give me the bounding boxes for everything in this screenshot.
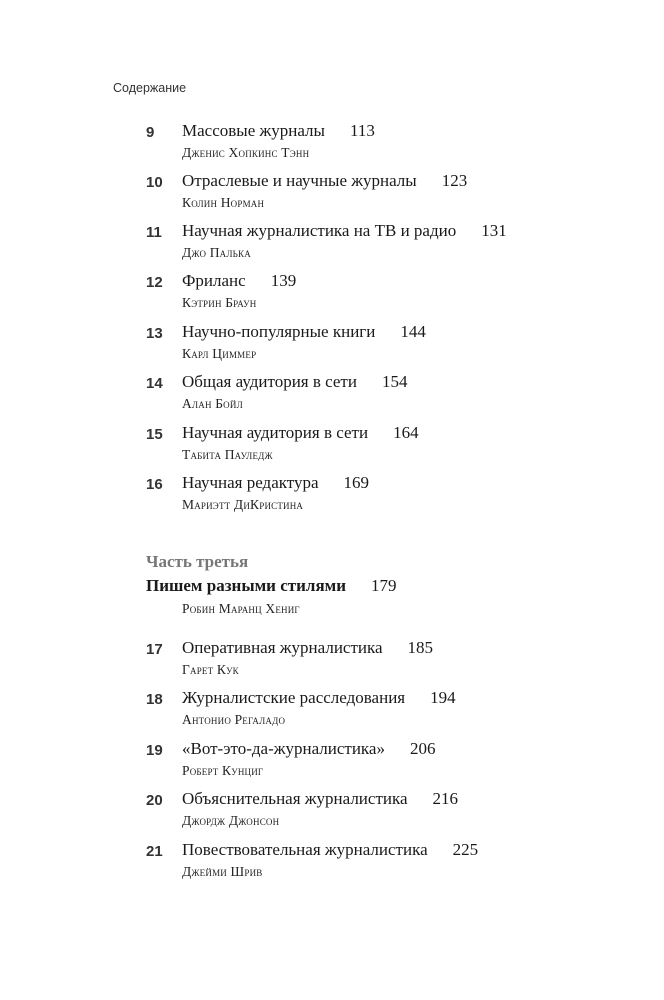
chapter-number: 11	[146, 224, 162, 241]
page-number: 225	[452, 840, 479, 859]
chapter-author: Джейми Шрив	[182, 864, 263, 879]
toc-entry[interactable]	[0, 840, 664, 886]
chapter-number: 20	[146, 792, 163, 809]
chapter-number: 18	[146, 691, 163, 708]
toc-entry[interactable]	[0, 789, 664, 835]
chapter-number: 12	[146, 274, 163, 291]
chapter-author: Дженис Хопкинс Тэнн	[182, 145, 310, 160]
chapter-author: Табита Пауледж	[182, 447, 273, 462]
toc-entry[interactable]	[0, 739, 664, 785]
chapter-title: Научная журналистика на ТВ и радио	[182, 221, 457, 240]
chapter-author: Гарет Кук	[182, 662, 239, 677]
running-head: Содержание	[113, 81, 187, 95]
toc-entry[interactable]	[0, 423, 664, 469]
chapter-title: Научная редактура	[182, 473, 319, 492]
chapter-author: Роберт Кунциг	[182, 763, 264, 778]
page-number: 194	[430, 688, 456, 707]
page-number: 164	[393, 423, 419, 442]
chapter-title: Отраслевые и научные журналы	[182, 171, 417, 190]
chapter-number: 9	[146, 124, 155, 141]
chapter-title: «Вот-это-да-журналистика»	[182, 739, 385, 758]
chapter-number: 16	[146, 476, 163, 493]
chapter-number: 15	[146, 426, 163, 443]
chapter-title: Фриланс	[182, 271, 246, 290]
chapter-author: Карл Циммер	[182, 346, 257, 361]
page-number: 216	[432, 789, 459, 808]
chapter-title: Научно-популярные книги	[182, 322, 376, 341]
part-author: Робин Маранц Хениг	[182, 601, 300, 616]
chapter-number: 10	[146, 174, 163, 191]
chapter-author: Джордж Джонсон	[182, 813, 280, 828]
toc-entry[interactable]	[0, 322, 664, 368]
toc-entry[interactable]	[0, 121, 664, 167]
chapter-author: Мариэтт ДиКристина	[182, 497, 304, 512]
toc-entry[interactable]	[0, 271, 664, 317]
chapter-title: Повествовательная журналистика	[182, 840, 428, 859]
toc-entry[interactable]	[0, 372, 664, 418]
page-number: 185	[407, 638, 434, 657]
page-number: 144	[400, 322, 426, 341]
chapter-title: Оперативная журналистика	[182, 638, 383, 657]
part-title: Пишем разными стилями	[146, 576, 347, 595]
chapter-title: Журналистские расследования	[182, 688, 406, 707]
page-number: 169	[343, 473, 370, 492]
page-number: 123	[441, 171, 468, 190]
chapter-number: 17	[146, 641, 163, 658]
chapter-author: Джо Палька	[182, 245, 251, 260]
page-number: 113	[349, 121, 375, 140]
chapter-author: Антонио Регаладо	[182, 712, 286, 727]
part-heading[interactable]	[146, 552, 626, 632]
chapter-number: 13	[146, 325, 163, 342]
chapter-number: 14	[146, 375, 163, 392]
toc-entry[interactable]	[0, 688, 664, 734]
page-number: 179	[371, 576, 397, 595]
chapter-title: Объяснительная журналистика	[182, 789, 408, 808]
chapter-number: 21	[146, 843, 163, 860]
chapter-title: Массовые журналы	[182, 121, 325, 140]
chapter-author: Алан Бойл	[182, 396, 243, 411]
chapter-title: Общая аудитория в сети	[182, 372, 357, 391]
toc-entry[interactable]	[0, 473, 664, 519]
page-number: 139	[270, 271, 297, 290]
page-number: 206	[409, 739, 436, 758]
toc-entry[interactable]	[0, 171, 664, 217]
part-label: Часть третья	[146, 552, 249, 571]
chapter-author: Колин Норман	[182, 195, 265, 210]
chapter-author: Кэтрин Браун	[182, 295, 257, 310]
chapter-title: Научная аудитория в сети	[182, 423, 369, 442]
page-number: 131	[481, 221, 507, 240]
toc-entry[interactable]	[0, 221, 664, 267]
chapter-number: 19	[146, 742, 163, 759]
page-number: 154	[381, 372, 408, 391]
toc-entry[interactable]	[0, 638, 664, 684]
